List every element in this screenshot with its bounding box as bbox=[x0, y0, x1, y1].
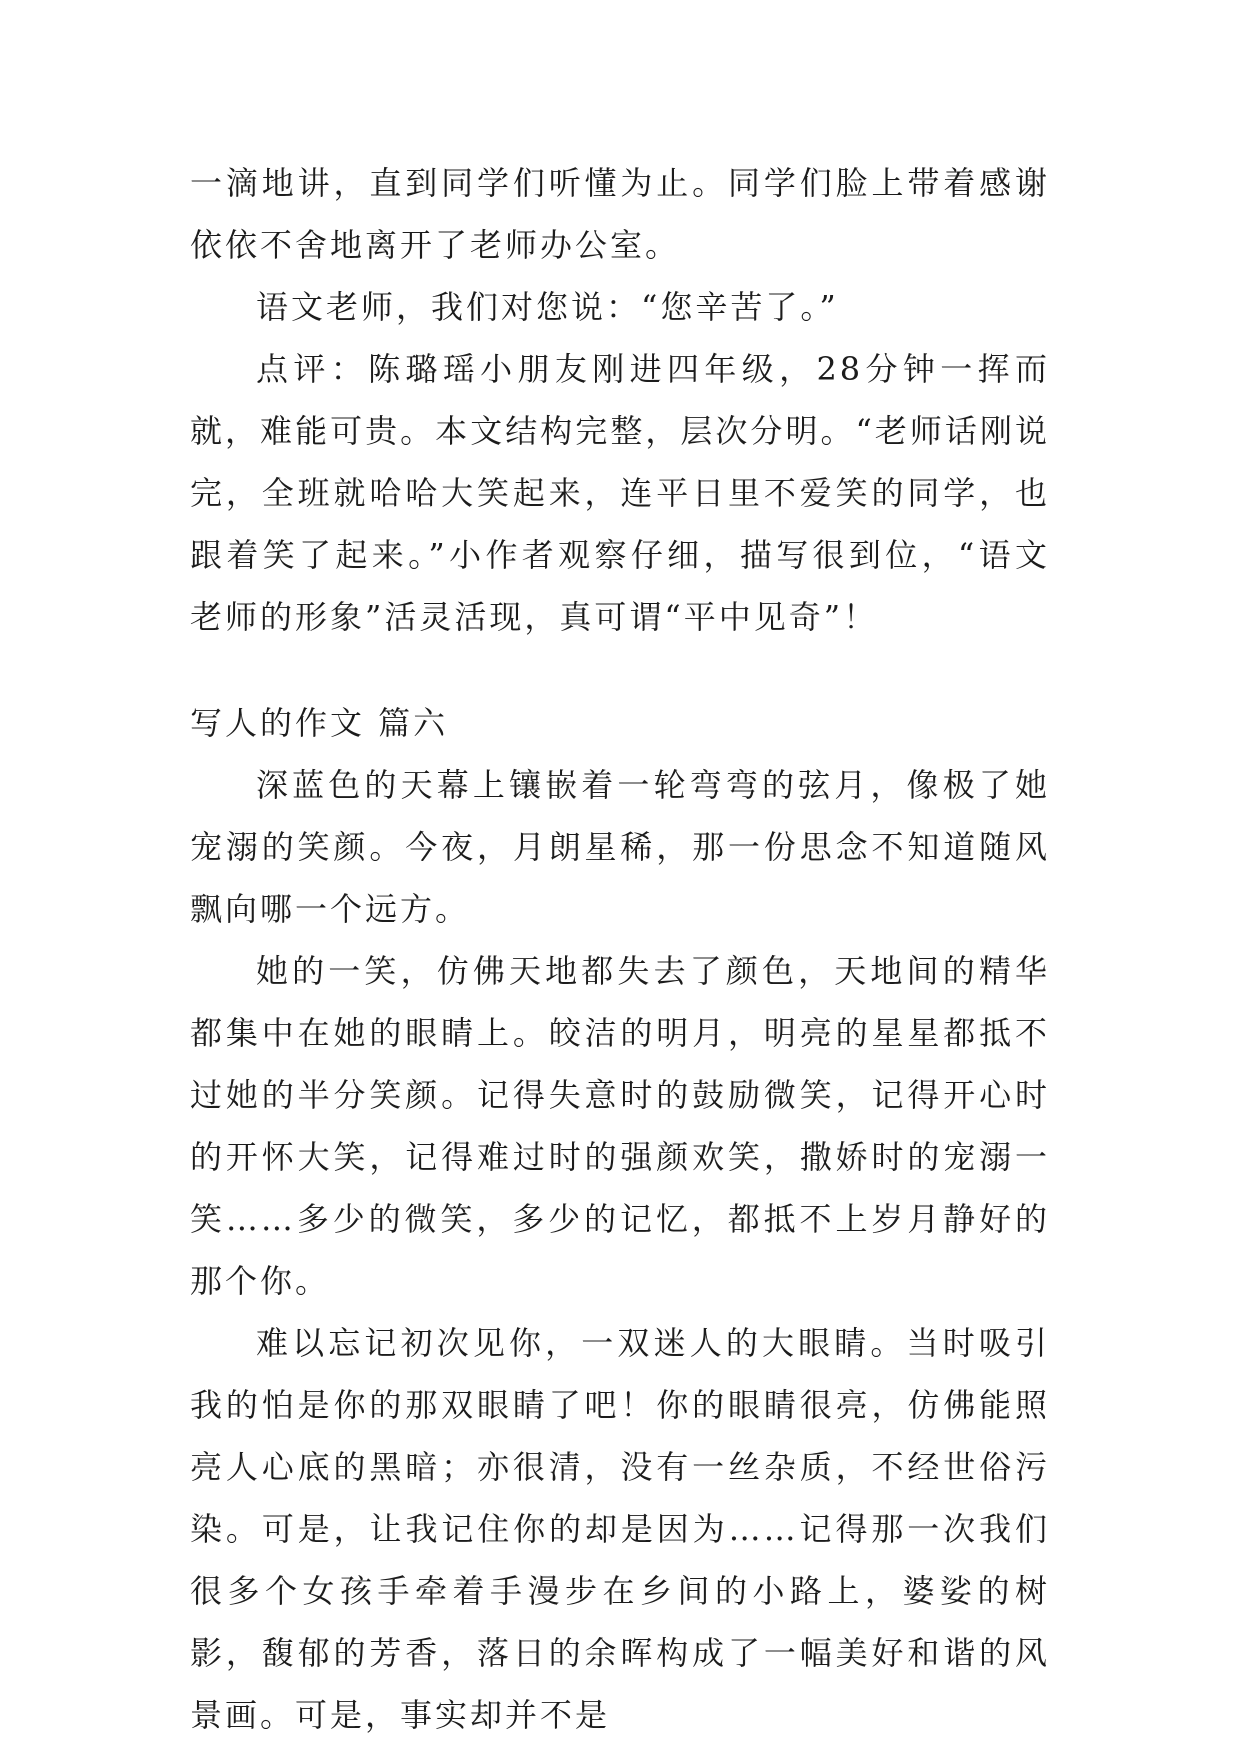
document-body bbox=[190, 152, 1050, 1746]
section-heading: 写人的作文 篇六 bbox=[190, 704, 449, 742]
paragraph-thanks: 语文老师，我们对您说：“您辛苦了。” bbox=[256, 288, 839, 326]
paragraph-continuation: 一滴地讲，直到同学们听懂为止。同学们脸上带着感谢依依不舍地离开了老师办公室。 bbox=[190, 164, 1050, 264]
paragraph-moon: 深蓝色的天幕上镶嵌着一轮弯弯的弦月，像极了她宠溺的笑颜。今夜，月朗星稀，那一份思念不知道随风飘向哪一个远方。 bbox=[190, 766, 1050, 928]
paragraph-commentary: 点评：陈璐瑶小朋友刚进四年级，28分钟一挥而就，难能可贵。本文结构完整，层次分明。“老师话刚说完，全班就哈哈大笑起来，连平日里不爱笑的同学，也跟着笑了起来。”小作者观察仔细，描写很到位，“语文老师的形象”活灵活现，真可谓“平中见奇”！ bbox=[190, 350, 1050, 636]
paragraph-smile: 她的一笑，仿佛天地都失去了颜色，天地间的精华都集中在她的眼睛上。皎洁的明月，明亮的星星都抵不过她的半分笑颜。记得失意时的鼓励微笑，记得开心时的开怀大笑，记得难过时的强颜欢笑，撒娇时的宠溺一笑……多少的微笑，多少的记忆，都抵不上岁月静好的那个你。 bbox=[190, 952, 1050, 1300]
paragraph-eyes: 难以忘记初次见你，一双迷人的大眼睛。当时吸引我的怕是你的那双眼睛了吧！你的眼睛很亮，仿佛能照亮人心底的黑暗；亦很清，没有一丝杂质，不经世俗污染。可是，让我记住你的却是因为……记得那一次我们很多个女孩手牵着手漫步在乡间的小路上，婆娑的树影，馥郁的芳香，落日的余晖构成了一幅美好和谐的风景画。可是，事实却并不是 bbox=[190, 1324, 1050, 1734]
